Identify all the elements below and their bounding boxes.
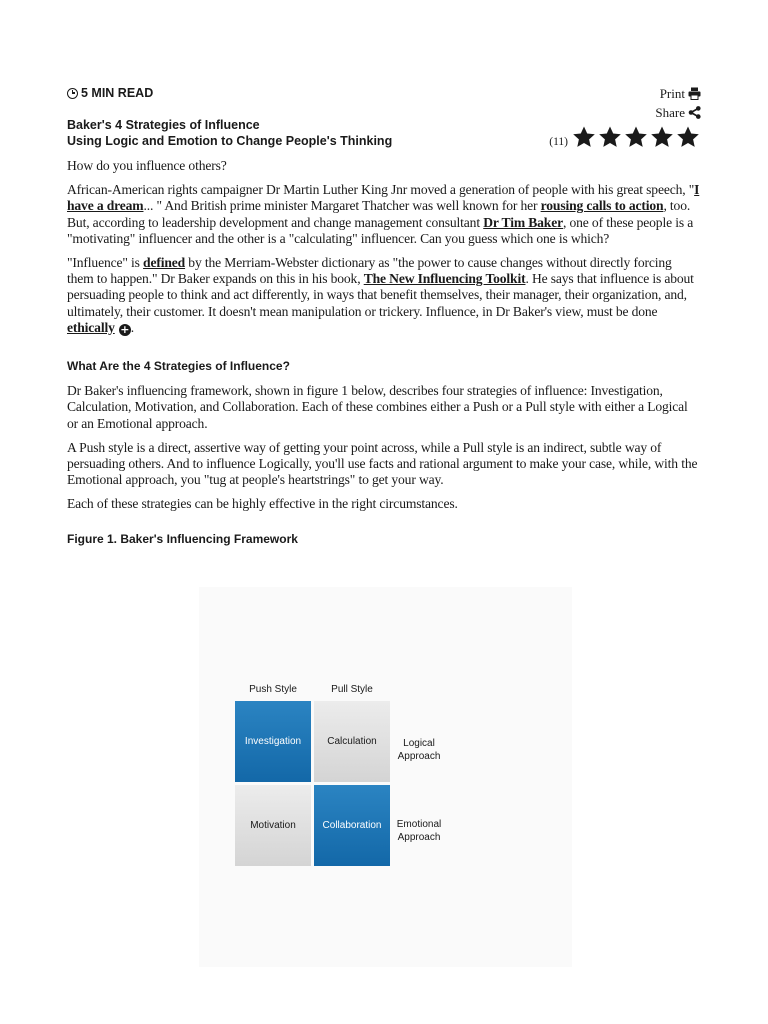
figure-caption: Figure 1. Baker's Influencing Framework: [67, 531, 298, 546]
read-time-label: 5 MIN READ: [81, 86, 154, 100]
star-icon[interactable]: [624, 125, 648, 149]
text: , too. But, according to leadership development and change management consultant: [67, 198, 691, 230]
cell-investigation: Investigation: [235, 701, 311, 782]
text: African-American rights campaigner Dr Martin Luther King Jnr moved a generation of people with his great speech, ": [67, 182, 695, 198]
col-label-push-style: Push Style: [249, 684, 297, 695]
link-ethically[interactable]: ethically: [67, 319, 115, 335]
share-icon: [688, 106, 701, 119]
row-label-line: Approach: [397, 832, 441, 843]
article-tools: [655, 84, 701, 122]
link-dr-tim-baker[interactable]: Dr Tim Baker: [483, 214, 563, 230]
text: ... " And British prime minister Margaret Thatcher was well known for her: [143, 198, 541, 214]
link-rousing-calls-to-action[interactable]: rousing calls to action: [540, 198, 664, 214]
paragraph-3: Dr Baker's influencing framework, shown in figure 1 below, describes four strategies of influence: Investigation, Calculation, Motivation, and Collaboration. Each of these combines either a Push or a Pull style with either a Logical or an Emotional approach.: [67, 383, 688, 431]
text: .: [130, 319, 134, 335]
row-label-line: Emotional: [396, 819, 442, 830]
link-i-have-a-dream[interactable]: I have a dream: [67, 182, 700, 214]
text: . He says that influence is about persuading people to think and act differently, in ways that benefit themselves, their manager, their organization, and, ultimately, their customer. It doesn't mean manipulation or trickery. Influence, in Dr Baker's view, must be done: [67, 271, 694, 319]
text: , one of these people is a "motivating" influencer and the other is a "calculating" influencer. Can you guess which one is which?: [67, 214, 694, 246]
star-icon[interactable]: [650, 125, 674, 149]
text: "Influence" is: [67, 255, 144, 271]
read-time: [67, 86, 153, 100]
link-defined[interactable]: defined: [143, 255, 186, 271]
print-label: Print: [659, 86, 685, 101]
paragraph-2: [67, 255, 701, 336]
paragraph-1: [67, 182, 701, 247]
row-label-line: Logical: [403, 738, 435, 749]
title-line-2: Using Logic and Emotion to Change People's Thinking: [67, 134, 393, 148]
star-icon[interactable]: [598, 125, 622, 149]
clock-icon: [67, 88, 78, 99]
influencing-framework-figure: [199, 587, 572, 967]
article-title: [67, 117, 392, 149]
star-rating[interactable]: [549, 125, 700, 149]
print-icon: [688, 87, 701, 100]
intro-paragraph: How do you influence others?: [67, 158, 227, 173]
col-label-pull-style: Pull Style: [331, 684, 373, 695]
row-label-emotional-approach: [391, 818, 447, 844]
title-line-1: Baker's 4 Strategies of Influence: [67, 118, 260, 132]
cell-motivation: Motivation: [235, 785, 311, 866]
plus-circle-icon[interactable]: +: [120, 322, 130, 336]
article-body: [67, 158, 701, 547]
row-label-logical-approach: [391, 737, 447, 763]
print-button[interactable]: [655, 84, 701, 103]
cell-collaboration: Collaboration: [314, 785, 390, 866]
section-heading: What Are the 4 Strategies of Influence?: [67, 359, 290, 374]
share-button[interactable]: [655, 103, 701, 122]
text: by the Merriam-Webster dictionary as "the power to cause changes without directly forcing them to happen." Dr Baker expands on this in his book,: [67, 255, 672, 287]
link-new-influencing-toolkit[interactable]: The New Influencing Toolkit: [363, 271, 526, 287]
star-icon[interactable]: [572, 125, 596, 149]
paragraph-5: Each of these strategies can be highly effective in the right circumstances.: [67, 496, 458, 512]
share-label: Share: [655, 105, 685, 120]
paragraph-4: A Push style is a direct, assertive way of getting your point across, while a Pull style is an indirect, subtle way of persuading others. And to influence Logically, you'll use facts and rational argument to make your case, while, with the Emotional approach, you "tug at people's heartstrings" to get your way.: [67, 439, 698, 488]
star-icon[interactable]: [676, 125, 700, 149]
row-label-line: Approach: [397, 751, 441, 762]
rating-count: (11): [549, 136, 568, 148]
cell-calculation: Calculation: [314, 701, 390, 782]
